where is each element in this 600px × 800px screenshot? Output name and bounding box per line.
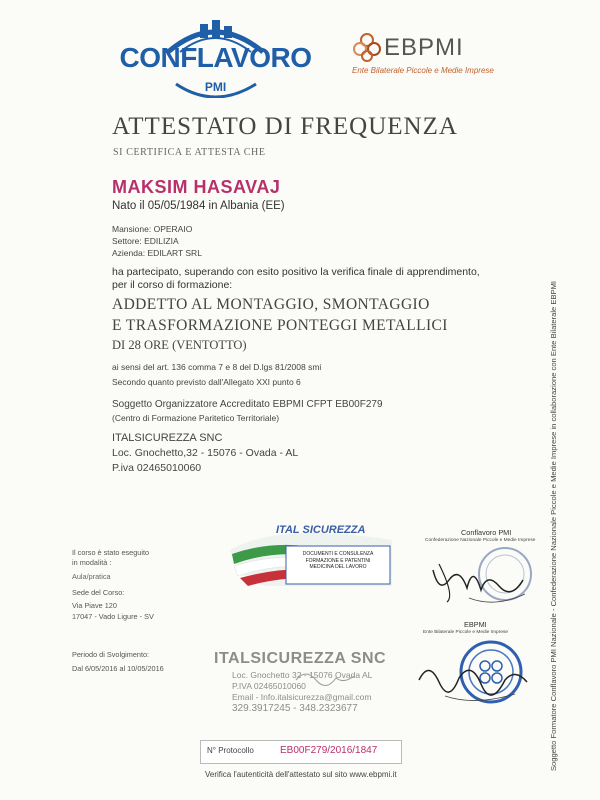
company-stamp bbox=[204, 650, 430, 716]
protocol-box bbox=[200, 740, 402, 764]
trainee-company: Azienda: EDILART SRL bbox=[112, 248, 202, 258]
italsicurezza-banner bbox=[228, 520, 396, 588]
stamp-signature-icon bbox=[204, 650, 430, 716]
certificate-subtitle: SI CERTIFICA E ATTESTA CHE bbox=[113, 147, 266, 158]
conflavoro-seal bbox=[425, 528, 541, 616]
trainee-role: Mansione: OPERAIO bbox=[112, 224, 193, 234]
italsicurezza-banner-name: ITAL SICUREZZA bbox=[276, 524, 366, 536]
stamp-line-2: P.IVA 02465010060 bbox=[232, 681, 306, 691]
side-text-content: Soggetto Formatore Conflavoro PMI Nazionale - Confederazione Nazionale Piccole e Medie Imprese in collaborazione con Ente Bilaterale EBPMI bbox=[549, 280, 558, 772]
course-organizer-sub: (Centro di Formazione Paritetico Territoriale) bbox=[112, 413, 280, 423]
stamp-line-3: Email - Info.italsicurezza@gmail.com bbox=[232, 692, 372, 702]
certificate-title: ATTESTATO DI FREQUENZA bbox=[112, 113, 458, 140]
course-venue-line-1: Via Piave 120 bbox=[72, 601, 117, 610]
stamp-line-1: Loc. Gnochetto 32 - 15076 Ovada AL bbox=[232, 670, 373, 680]
conflavoro-seal-caption: Conflavoro PMI bbox=[461, 528, 512, 537]
course-period-value: Dal 6/05/2016 al 10/05/2016 bbox=[72, 664, 164, 673]
ebpmi-tagline: Ente Bilaterale Piccole e Medie Imprese bbox=[352, 66, 494, 75]
course-title-line-2: E TRASFORMAZIONE PONTEGGI METALLICI bbox=[112, 317, 448, 334]
banner-service-1: DOCUMENTI E CONSULENZA bbox=[302, 551, 374, 557]
course-venue-line-2: 17047 - Vado Ligure - SV bbox=[72, 612, 154, 621]
stamp-company-name: ITALSICUREZZA SNC bbox=[214, 650, 387, 667]
course-mode-label-2: in modalità : bbox=[72, 558, 112, 567]
course-law: ai sensi del art. 136 comma 7 e 8 del D.lgs 81/2008 smi bbox=[112, 362, 322, 372]
trainee-name: MAKSIM HASAVAJ bbox=[112, 177, 281, 197]
provider-name: ITALSICUREZZA SNC bbox=[112, 432, 223, 444]
ebpmi-seal-caption: EBPMI bbox=[464, 620, 487, 629]
trainee-birth: Nato il 05/05/1984 in Albania (EE) bbox=[112, 200, 285, 212]
conflavoro-seal-subcaption: Confederazione Nazionale Piccole e Medie Imprese bbox=[425, 538, 536, 543]
italsicurezza-banner-services bbox=[290, 551, 386, 571]
course-organizer: Soggetto Organizzatore Accreditato EBPMI CFPT EB00F279 bbox=[112, 399, 383, 410]
ebpmi-seal-subcaption: Ente Bilaterale Piccole e Medie Imprese bbox=[423, 630, 509, 635]
ebpmi-wordmark: EBPMI bbox=[384, 34, 464, 61]
course-annex: Secondo quanto previsto dall'Allegato XXI punto 6 bbox=[112, 377, 301, 387]
course-mode-label-1: Il corso è stato eseguito bbox=[72, 548, 150, 557]
course-intro-line-1: ha partecipato, superando con esito positivo la verifica finale di apprendimento, bbox=[112, 266, 480, 278]
course-duration: DI 28 ORE (VENTOTTO) bbox=[112, 338, 247, 352]
protocol-number: EB00F279/2016/1847 bbox=[280, 745, 378, 756]
conflavoro-seal-stamp-icon bbox=[425, 528, 541, 616]
conflavoro-wordmark: CONFLAVORO bbox=[119, 42, 312, 73]
course-mode-value: Aula/pratica bbox=[72, 572, 111, 581]
course-title-line-1: ADDETTO AL MONTAGGIO, SMONTAGGIO bbox=[112, 296, 430, 313]
ebpmi-flower-icon bbox=[352, 32, 382, 62]
ebpmi-logo bbox=[352, 30, 522, 82]
side-text bbox=[549, 266, 567, 786]
protocol-label: N° Protocollo bbox=[207, 746, 254, 755]
ebpmi-seal-stamp-icon bbox=[415, 620, 541, 712]
course-intro-line-2: per il corso di formazione: bbox=[112, 279, 233, 291]
course-period-label: Periodo di Svolgimento: bbox=[72, 650, 150, 659]
verify-note: Verifica l'autenticità dell'attestato sul sito www.ebpmi.it bbox=[205, 770, 397, 779]
conflavoro-pmi-label: PMI bbox=[204, 80, 227, 94]
stamp-line-4: 329.3917245 - 348.2323677 bbox=[232, 703, 358, 714]
banner-service-3: MEDICINA DEL LAVORO bbox=[309, 564, 367, 571]
banner-service-2: FORMAZIONE E PATENTINI bbox=[305, 557, 371, 564]
course-venue-label: Sede del Corso: bbox=[72, 588, 125, 597]
conflavoro-logo bbox=[118, 18, 313, 98]
trainee-sector: Settore: EDILIZIA bbox=[112, 236, 179, 246]
provider-address: Loc. Gnochetto,32 - 15076 - Ovada - AL bbox=[112, 447, 299, 459]
ebpmi-seal bbox=[415, 620, 541, 712]
provider-vat: P.iva 02465010060 bbox=[112, 462, 202, 474]
